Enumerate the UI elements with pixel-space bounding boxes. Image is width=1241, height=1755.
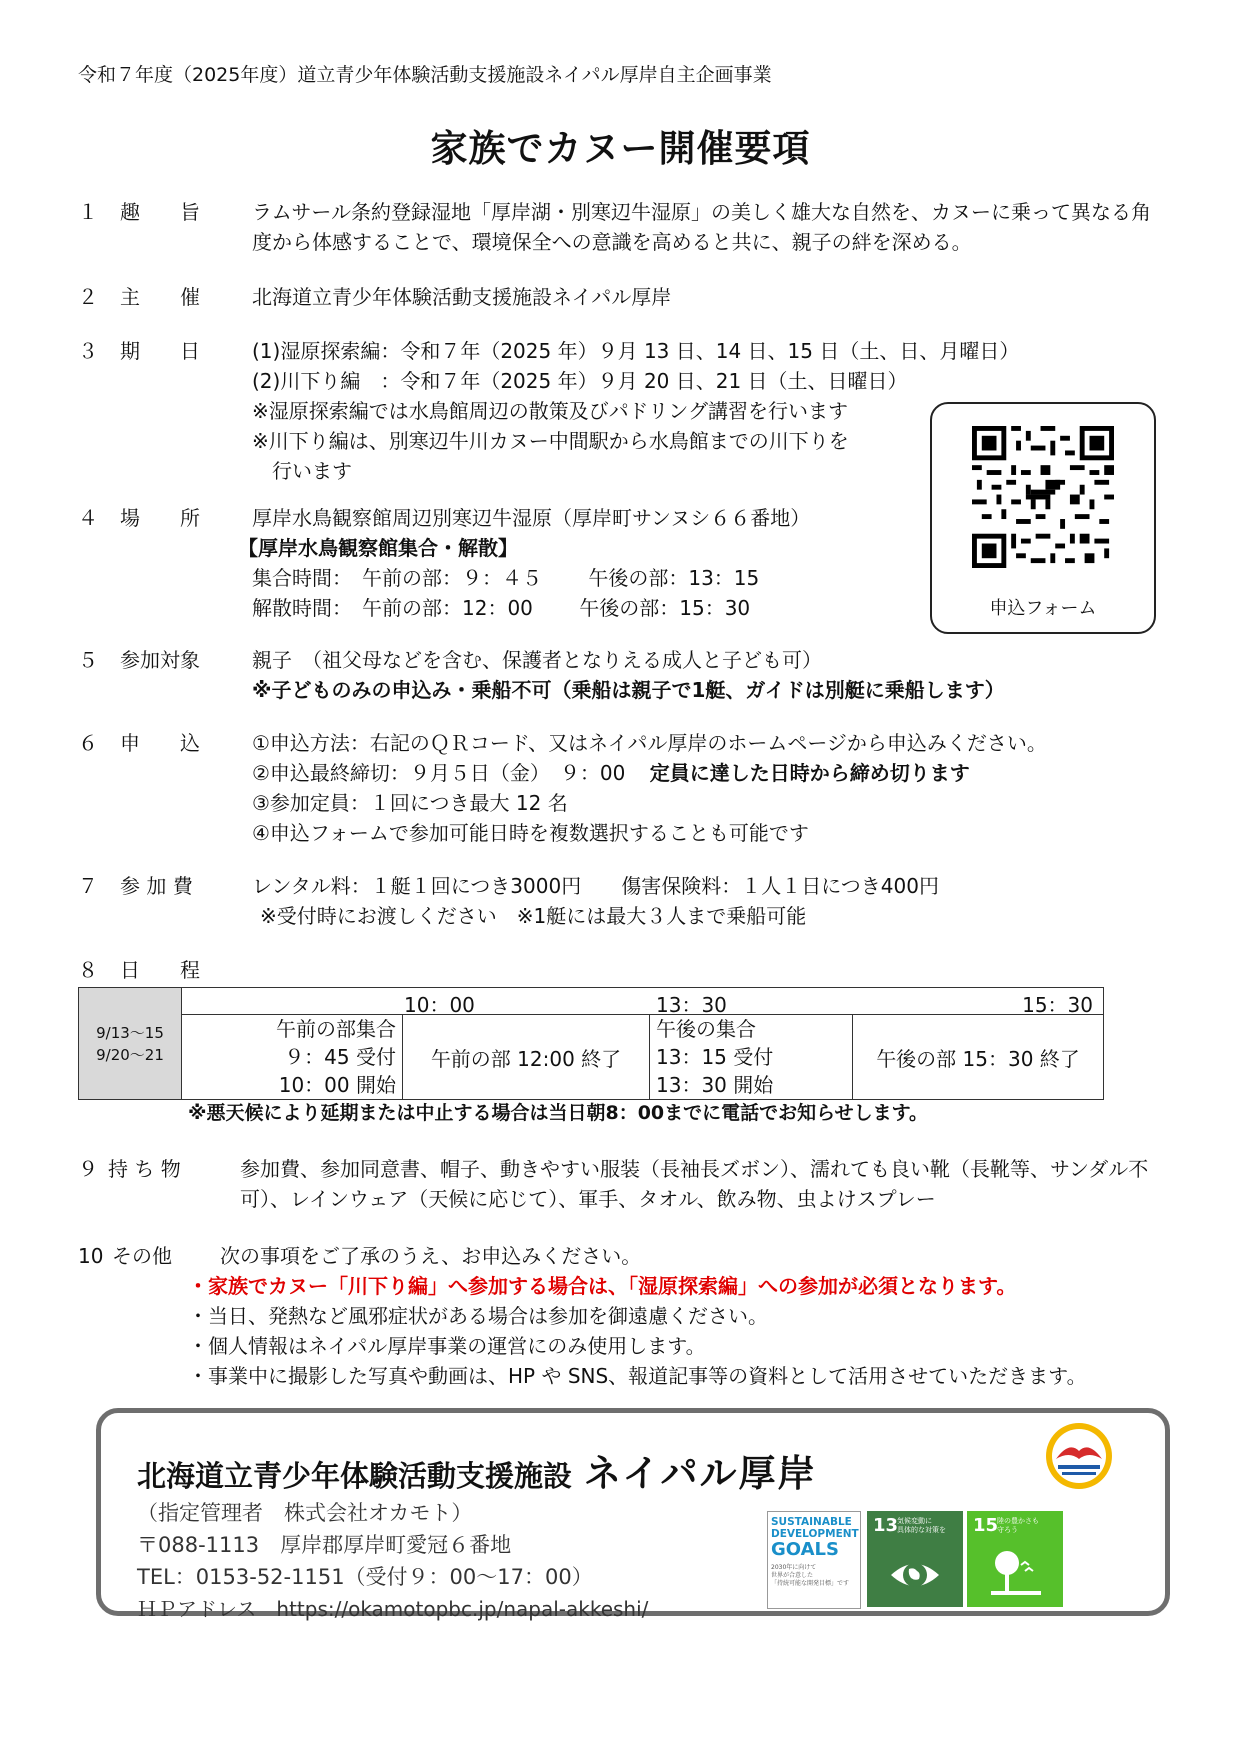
sdg-goal-15-icon: [967, 1511, 1063, 1607]
facility-logo-icon: [1044, 1421, 1114, 1491]
tree-icon: [987, 1545, 1045, 1601]
time-label: 10：00: [404, 993, 475, 1017]
goal-text: 具体的な対策を: [897, 1526, 946, 1534]
participants-text: 親子 （祖父母などを含む、保護者となりえる成人と子ども可）: [252, 648, 822, 672]
facility-name: [137, 1443, 817, 1497]
am-gather-cell: [182, 1015, 403, 1100]
date-note-3: 行います: [252, 459, 352, 483]
section-number: ８: [78, 958, 98, 982]
time-label: 15：30: [1022, 993, 1093, 1017]
sdgs-caption-line: 世界が合意した: [771, 1572, 814, 1579]
pm-reception: 13：15 受付: [656, 1045, 774, 1069]
section-label: 日 程: [120, 958, 200, 982]
gather-time: 集合時間： 午前の部：９：４５ 午後の部：13：15: [252, 566, 760, 590]
schedule-date-cell: [79, 988, 182, 1100]
eye-globe-icon: [889, 1549, 941, 1601]
other-note-photos: ・事業中に撮影した写真や動画は、HP や SNS、報道記事等の資料として活用させていただきます。: [188, 1364, 1087, 1388]
section-label: 主 催: [120, 285, 200, 309]
time-axis: [182, 988, 1104, 1015]
qr-caption: 申込フォーム: [989, 598, 1097, 619]
meeting-point: 【厚岸水鳥観察館集合・解散】: [238, 536, 518, 560]
other-intro: 次の事項をご了承のうえ、お申込みください。: [220, 1244, 642, 1268]
section-label: 場 所: [120, 506, 200, 530]
schedule-time-row: [79, 988, 1104, 1015]
weather-note: ※悪天候により延期または中止する場合は当日朝8：00までに電話でお知らせします。: [188, 1102, 929, 1124]
purpose-text: ラムサール条約登録湿地「厚岸湖・別寒辺牛湿原」の美しく雄大な自然を、カヌーに乗って異なる角度から体感することで、環境保全への意識を高めると共に、親子の絆を深める。: [252, 200, 1151, 254]
sdgs-logo-goals: GOALS: [771, 1539, 839, 1560]
application-method: ①申込方法：右記のＱＲコード、又はネイパル厚岸のホームページから申込みください。: [252, 731, 1047, 755]
sdgs-caption-line: 2030年に向けて: [771, 1564, 817, 1571]
goal-text: 守ろう: [997, 1526, 1018, 1534]
sdgs-caption-line: 「持続可能な開発目標」です: [771, 1580, 850, 1587]
hp-link[interactable]: ＨＰアドレス https://okamotopbc.jp/napal-akkeshi/: [137, 1597, 649, 1621]
schedule-body-row: [79, 1015, 1104, 1100]
sdgs-logo-line: SUSTAINABLE: [771, 1516, 852, 1528]
page-title: 家族でカヌー開催要項: [430, 127, 811, 170]
event-series-subtitle: 令和７年度（2025年度）道立青少年体験活動支援施設ネイパル厚岸自主企画事業: [78, 64, 772, 86]
deadline-note: 定員に達した日時から締め切ります: [649, 761, 970, 785]
am-end-cell: 午前の部 12:00 終了: [403, 1015, 650, 1100]
section-number: ９: [78, 1157, 98, 1181]
other-note-health: ・当日、発熱など風邪症状がある場合は参加を御遠慮ください。: [188, 1304, 768, 1328]
multi-select-note: ④申込フォームで参加可能日時を複数選択することも可能です: [252, 821, 809, 845]
section-label: 持 ち 物: [108, 1157, 181, 1181]
location-text: 厚岸水鳥観察館周辺別寒辺牛湿原（厚岸町サンヌシ６６番地）: [252, 506, 811, 530]
section-number: ７: [78, 874, 98, 898]
date-note-2: ※川下り編は、別寒辺牛川カヌー中間駅から水鳥館までの川下りを: [252, 429, 849, 453]
section-label: 参加対象: [120, 648, 200, 672]
participants-note: ※子どものみの申込み・乗船不可（乗船は親子で1艇、ガイドは別艇に乗船します）: [252, 678, 1005, 702]
pm-end-cell: 午後の部 15：30 終了: [853, 1015, 1104, 1100]
dismiss-time: 解散時間： 午前の部：12：00 午後の部：15：30: [252, 596, 751, 620]
am-start: 10：00 開始: [278, 1073, 396, 1097]
section-label: その他: [112, 1244, 172, 1268]
address-text: 〒088-1113 厚岸郡厚岸町愛冠６番地: [137, 1533, 512, 1557]
pm-gather-cell: [650, 1015, 853, 1100]
date-line-2: (2)川下り編 ：令和７年（2025 年）９月 20 日、21 日（土、日曜日）: [252, 369, 908, 393]
section-number: ６: [78, 731, 98, 755]
time-label: 13：30: [656, 993, 727, 1017]
fee-note: ※受付時にお渡しください ※1艇には最大３人まで乗船可能: [260, 904, 807, 928]
section-label: 申 込: [120, 731, 200, 755]
section-label: 期 日: [120, 339, 200, 363]
other-note-required: ・家族でカヌー「川下り編」へ参加する場合は、「湿原探索編」への参加が必須となります。: [188, 1274, 1017, 1298]
goal-number: 13: [873, 1515, 899, 1536]
pm-start: 13：30 開始: [656, 1073, 774, 1097]
section-number: 10: [78, 1244, 104, 1268]
pm-gather-title: 午後の集合: [656, 1017, 756, 1041]
date-note-1: ※湿原探索編では水鳥館周辺の散策及びパドリング講習を行います: [252, 399, 848, 423]
sdg-goal-13-icon: [867, 1511, 963, 1607]
section-number: ５: [78, 648, 98, 672]
section-number: ４: [78, 506, 98, 530]
deadline-date: ②申込最終締切：９月５日（金） ９：00: [252, 761, 626, 785]
belongings-text: 参加費、参加同意書、帽子、動きやすい服装（長袖長ズボン）、濡れても良い靴（長靴等、サンダル不可）、レインウェア（天候に応じて）、軍手、タオル、飲み物、虫よけスプレー: [240, 1157, 1149, 1211]
application-deadline: [252, 758, 1152, 788]
date-range-2: 9/20～21: [96, 1045, 164, 1064]
tel-text: TEL：0153-52-1151（受付９：00～17：00）: [137, 1565, 593, 1589]
section-label: 趣 旨: [120, 200, 200, 224]
date-range-1: 9/13～15: [96, 1023, 164, 1042]
sdgs-logo: [767, 1511, 861, 1609]
sdgs-logo-line: DEVELOPMENT: [771, 1528, 859, 1540]
section-number: １: [78, 200, 98, 224]
schedule-table: [78, 987, 1104, 1100]
goal-text: 陸の豊かさも: [997, 1517, 1039, 1525]
section-label: 参 加 費: [120, 874, 193, 898]
facility-org: 北海道立青少年体験活動支援施設: [137, 1459, 573, 1493]
goal-text: 気候変動に: [897, 1517, 932, 1525]
fee-text: レンタル料：１艇１回につき3000円 傷害保険料：１人１日につき400円: [252, 874, 939, 898]
section-number: ２: [78, 285, 98, 309]
organizer-text: 北海道立青少年体験活動支援施設ネイパル厚岸: [252, 285, 672, 309]
footer-contact-box: [96, 1408, 1170, 1621]
date-line-1: (1)湿原探索編：令和７年（2025 年）９月 13 日、14 日、15 日（土、日、月曜日）: [252, 339, 1020, 363]
manager-text: （指定管理者 株式会社オカモト）: [137, 1501, 473, 1525]
goal-number: 15: [973, 1515, 999, 1536]
facility-brand: ネイパル厚岸: [584, 1452, 817, 1495]
capacity: ③参加定員：１回につき最大 12 名: [252, 791, 568, 815]
other-note-privacy: ・個人情報はネイパル厚岸事業の運営にのみ使用します。: [188, 1334, 706, 1358]
am-reception: ９：45 受付: [284, 1045, 396, 1069]
section-number: ３: [78, 339, 98, 363]
am-gather-title: 午前の部集合: [276, 1017, 396, 1041]
